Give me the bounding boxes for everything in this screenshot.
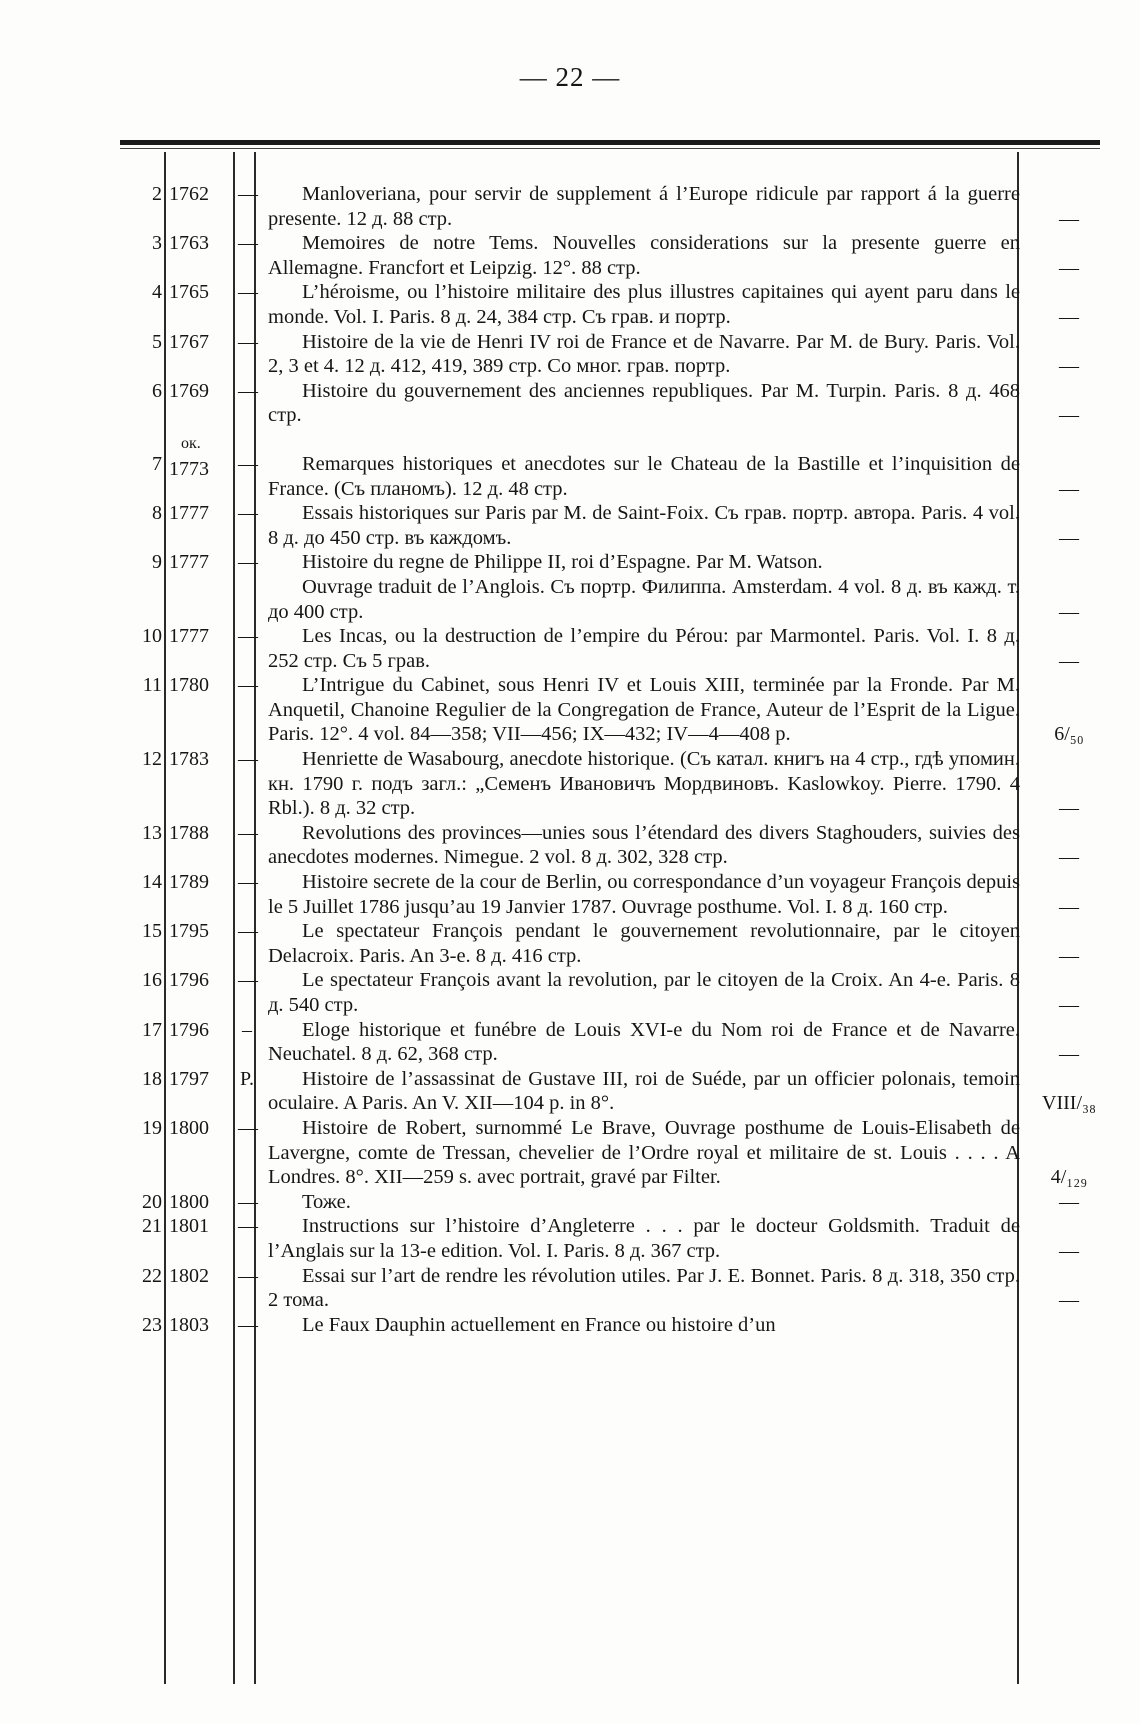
entry-right-note: — (1059, 944, 1079, 967)
entry-mark: — (238, 281, 258, 304)
entry-description: L’héroisme, ou l’histoire militaire des plus illustres capitaines qui ayent paru dans le monde. Vol. I. Paris. 8 д. 24, 384 стр. Съ грав. и портр. (268, 281, 1020, 328)
entry-mark: — (238, 183, 258, 205)
entry-number: 22 (142, 1264, 162, 1287)
entry-year (169, 434, 233, 481)
entry-year: 1802 (169, 1264, 209, 1287)
entry-number: 10 (142, 625, 162, 648)
entry-description-main: Histoire du regne de Philippe II, roi d’Espagne. Par M. Watson. (302, 551, 823, 574)
entry-mark: — (238, 1264, 258, 1287)
entry-right-note: — (1059, 1239, 1079, 1262)
entry-description: Manloveriana, pour servir de supplement á l’Europe ridicule par rapport á la guerre presente. 12 д. 88 стр. (268, 183, 1020, 230)
catalog-entry (118, 1018, 1110, 1067)
catalog-entry (118, 1214, 1110, 1263)
entry-mark: — (238, 969, 258, 992)
entry-description: Le spectateur François pendant le gouvernement revolutionnaire, par le citoyen Delacroix. Paris. An 3-e. 8 д. 416 стр. (268, 920, 1020, 967)
entry-right-note: — (1059, 600, 1079, 623)
entry-mark: — (238, 452, 258, 475)
entry-year: 1767 (169, 330, 209, 353)
entry-year: 1788 (169, 821, 209, 844)
entry-year: 1777 (169, 551, 209, 574)
catalog-entry (118, 1116, 1110, 1190)
catalog-entry (118, 624, 1110, 673)
catalog-entry (118, 379, 1110, 428)
catalog-entry (118, 1264, 1110, 1313)
entry-number: 14 (142, 871, 162, 894)
entry-mark: — (238, 1215, 258, 1238)
catalog-entry (118, 1190, 1110, 1215)
entry-mark: — (238, 232, 258, 255)
entry-description: Eloge historique et funébre de Louis XVI-e du Nom roi de France et de Navarre. Neuchatel. 8 д. 62, 368 стр. (268, 1018, 1020, 1066)
entry-number: 11 (142, 674, 162, 697)
entry-right-note: — (1059, 1289, 1079, 1312)
entry-number: 9 (152, 551, 162, 574)
entry-mark: — (238, 748, 258, 771)
entry-right-note: — (1059, 895, 1079, 918)
year-value: 1773 (169, 457, 209, 480)
entry-mark: — (238, 379, 258, 402)
entry-description (268, 550, 1020, 624)
entry-mark: — (238, 330, 258, 353)
entry-year: 1796 (169, 1018, 209, 1041)
entry-year: 1780 (169, 674, 209, 697)
entry-description: Le spectateur François avant la revolution, par le citoyen de la Croix. An 4-e. Paris. 8 д. 540 стр. (268, 969, 1020, 1016)
entry-description: Тоже. (302, 1190, 351, 1213)
entry-right-note: 6/₅₀ (1054, 723, 1084, 746)
entry-description: Histoire de la vie de Henri IV roi de France et de Navarre. Par M. de Bury. Paris. Vol. 2, 3 et 4. 12 д. 412, 419, 389 стр. Со мног. грав. портр. (268, 330, 1020, 378)
entry-number: 18 (142, 1067, 162, 1090)
entry-number: 16 (142, 969, 162, 992)
entry-description: Instructions sur l’histoire d’Angleterre . . . par le docteur Goldsmith. Traduit de l’Anglais sur la 13-e edition. Vol. I. Paris. 8 д. 367 стр. (268, 1215, 1020, 1262)
entry-mark: — (238, 920, 258, 943)
entry-right-note: — (1059, 526, 1079, 549)
entry-year: 1795 (169, 920, 209, 943)
entry-year: 1797 (169, 1067, 209, 1090)
entry-number: 8 (152, 502, 162, 525)
catalog-entry (118, 231, 1110, 280)
entry-mark: — (238, 821, 258, 844)
entry-year: 1803 (169, 1313, 209, 1336)
entry-description: Remarques historiques et anecdotes sur le Chateau de la Bastille et l’inquisition de France. (Съ планомъ). 12 д. 48 стр. (268, 452, 1020, 500)
entry-mark: — (238, 625, 258, 648)
catalog-entry (118, 280, 1110, 329)
entry-right-note: — (1059, 305, 1079, 328)
entry-right-note: — (1059, 846, 1079, 869)
entry-number: 4 (152, 281, 162, 304)
entry-number: 7 (152, 452, 162, 475)
entry-year: 1763 (169, 232, 209, 255)
catalog-entry (118, 870, 1110, 919)
entry-number: 12 (142, 748, 162, 771)
catalog-entries (118, 182, 1110, 1337)
top-rule-thin (120, 148, 1100, 149)
entry-year: 1796 (169, 969, 209, 992)
entry-mark: — (238, 1190, 258, 1213)
entry-number: 15 (142, 920, 162, 943)
entry-mark: — (238, 1313, 258, 1336)
entry-number: 23 (142, 1313, 162, 1336)
entry-description: Histoire de Robert, surnommé Le Brave, Ouvrage posthume de Louis-Elisabeth de Lavergne, comte de Tressan, chevelier de l’Ordre royal et militaire de st. Louis . . . . A Londres. 8°. XII—259 s. avec portrait, gravé par Filter. (268, 1116, 1020, 1189)
catalog-entry (118, 501, 1110, 550)
catalog-entry (118, 550, 1110, 624)
entry-number: 19 (142, 1116, 162, 1139)
entry-number: 13 (142, 821, 162, 844)
entry-right-note: — (1059, 477, 1079, 500)
catalog-entry (118, 747, 1110, 821)
catalog-entry (118, 673, 1110, 747)
top-rule (120, 140, 1100, 145)
entry-description: Histoire secrete de la cour de Berlin, ou correspondance d’un voyageur François depuis le 5 Juillet 1786 jusqu’au 19 Janvier 1787. Ouvrage posthume. Vol. I. 8 д. 160 стр. (268, 871, 1020, 918)
catalog-entry (118, 821, 1110, 870)
entry-year: 1777 (169, 502, 209, 525)
entry-description: Histoire de l’assassinat de Gustave III, roi de Suéde, par un officier polonais, temoin oculaire. A Paris. An V. XII—104 p. in 8°. (268, 1067, 1020, 1115)
entry-number: 2 (152, 183, 162, 205)
entry-right-note: — (1059, 256, 1079, 279)
catalog-entry (118, 968, 1110, 1017)
entry-number: 6 (152, 379, 162, 402)
entry-right-note: — (1059, 1190, 1079, 1213)
entry-year: 1765 (169, 281, 209, 304)
entry-description: Essai sur l’art de rendre les révolution utiles. Par J. E. Bonnet. Paris. 8 д. 318, 350 стр. 2 тома. (268, 1264, 1020, 1312)
entry-description: Les Incas, ou la destruction de l’empire du Pérou: par Marmontel. Paris. Vol. I. 8 д. 252 стр. Съ 5 грав. (268, 625, 1020, 672)
entry-mark: — (238, 871, 258, 894)
entry-description: Essais historiques sur Paris par M. de Saint-Foix. Съ грав. портр. автора. Paris. 4 vol. 8 д. до 450 стр. въ каждомъ. (268, 502, 1020, 549)
entry-year: 1762 (169, 183, 209, 205)
entry-description: Le Faux Dauphin actuellement en France ou histoire d’un (302, 1313, 776, 1336)
entry-number: 17 (142, 1018, 162, 1041)
entry-right-note: VIII/₃₈ (1042, 1092, 1096, 1115)
entry-number: 3 (152, 232, 162, 255)
entry-right-note: 4/₁₂₉ (1050, 1166, 1088, 1189)
entry-year: 1789 (169, 871, 209, 894)
entry-mark: — (238, 1116, 258, 1139)
entry-mark: P. (240, 1067, 254, 1090)
entry-right-note: — (1059, 994, 1079, 1016)
page-number: — 22 — (519, 62, 621, 92)
entry-year: 1800 (169, 1190, 209, 1213)
catalog-entry (118, 919, 1110, 968)
entry-mark: — (238, 551, 258, 574)
catalog-entry (118, 330, 1110, 379)
entry-description-continuation: Ouvrage traduit de l’Anglois. Съ портр. Филиппа. Amsterdam. 4 vol. 8 д. въ кажд. т. до 400 стр. (268, 575, 1020, 623)
entry-description: Revolutions des provinces—unies sous l’étendard des divers Staghouders, suivies des anecdotes modernes. Nimegue. 2 vol. 8 д. 302, 328 стр. (268, 821, 1020, 869)
catalog-entry (118, 434, 1110, 501)
entry-right-note: — (1059, 355, 1079, 378)
entry-number: 21 (142, 1215, 162, 1238)
catalog-entry (118, 1313, 1110, 1338)
entry-mark: – (242, 1018, 252, 1041)
entry-right-note: — (1059, 207, 1079, 230)
entry-year: 1801 (169, 1215, 209, 1238)
entry-year: 1769 (169, 379, 209, 402)
entry-year: 1783 (169, 748, 209, 771)
catalog-entry (118, 182, 1110, 231)
entry-description: Histoire du gouvernement des anciennes republiques. Par M. Turpin. Paris. 8 д. 468 стр. (268, 379, 1020, 427)
entry-year: 1800 (169, 1116, 209, 1139)
entry-description: Henriette de Wasabourg, anecdote historique. (Съ катал. книгъ на 4 стр., гдѣ упомин. кн. 1790 г. подъ загл.: „Семенъ Ивановичъ Мордвиновъ. Kaslowkoy. Pierre. 1790. 4 Rbl.). 8 д. 32 стр. (268, 748, 1020, 820)
entry-mark: — (238, 674, 258, 697)
entry-right-note: — (1059, 649, 1079, 672)
entry-description: L’Intrigue du Cabinet, sous Henri IV et Louis XIII, terminée par la Fronde. Par M. Anquetil, Chanoine Regulier de la Congregation de France, Auteur de l’Esprit de la Ligue. Paris. 12°. 4 vol. 84—358; VII—456; IX—432; IV—4—408 p. (268, 674, 1020, 746)
entry-right-note: — (1059, 797, 1079, 820)
entry-number: 20 (142, 1190, 162, 1213)
entry-number: 5 (152, 330, 162, 353)
entry-right-note: — (1059, 1043, 1079, 1066)
entry-right-note: — (1059, 404, 1079, 427)
entry-mark: — (238, 502, 258, 525)
entry-description: Memoires de notre Tems. Nouvelles considerations sur la presente guerre en Allemagne. Francfort et Leipzig. 12°. 88 стр. (268, 232, 1020, 279)
year-approx-note: ок. (181, 434, 201, 452)
catalog-entry (118, 1067, 1110, 1116)
entry-year: 1777 (169, 625, 209, 648)
